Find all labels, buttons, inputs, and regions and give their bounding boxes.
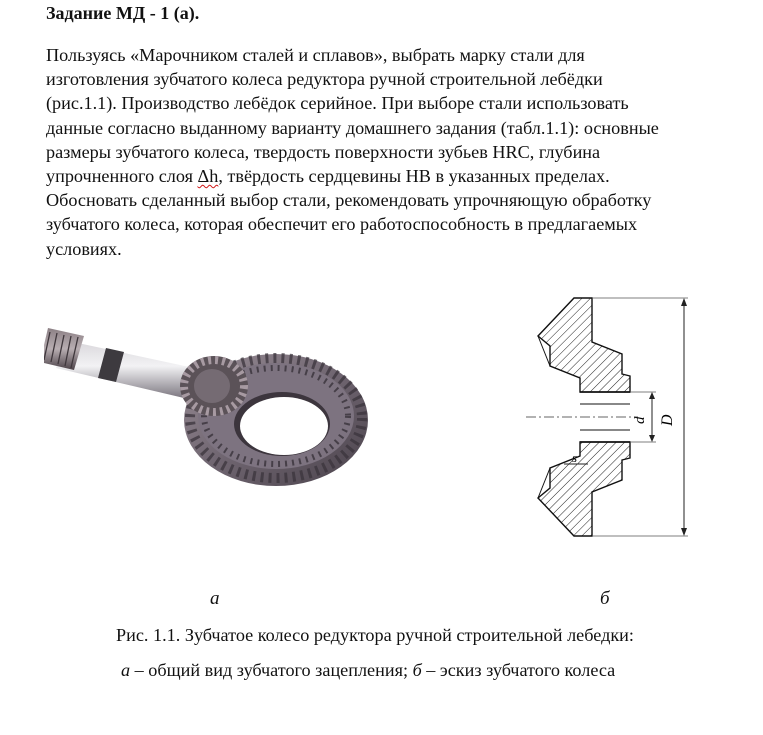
figure-label-a: а	[210, 588, 220, 609]
dimension-D-label: D	[659, 414, 676, 426]
text-line: зубчатого колеса, которая обеспечит его работоспособность в предлагаемых	[46, 214, 638, 235]
caption-letter-b: б	[412, 660, 422, 680]
gear-photo	[44, 300, 374, 500]
text-line: Обосновать сделанный выбор стали, рекомендовать упрочняющую обработку	[46, 190, 652, 211]
section-upper	[538, 298, 630, 392]
pinion-shaft	[44, 328, 194, 398]
text-line	[46, 164, 751, 188]
caption-text-a: – общий вид зубчатого зацепления;	[130, 660, 413, 680]
dimension-d-label: d	[632, 416, 648, 424]
pinion-gear	[180, 356, 248, 416]
task-title: Задание МД - 1 (а).	[46, 3, 200, 23]
dimension-s-label: s	[572, 450, 578, 465]
figure-caption-line2	[121, 660, 615, 681]
text-fragment: упрочненного слоя	[46, 166, 198, 187]
gear-sketch	[526, 286, 710, 548]
text-line: условиях.	[46, 238, 122, 259]
text-line: данные согласно выданному варианту домашнего задания (табл.1.1): основные	[46, 117, 659, 138]
text-line: Пользуясь «Марочником сталей и сплавов», выбрать марку стали для	[46, 45, 585, 65]
section-lower	[538, 442, 630, 536]
text-line: изготовления зубчатого колеса редуктора ручной строительной лебёдки	[46, 69, 603, 90]
spellcheck-word[interactable]: Δh	[197, 166, 219, 187]
text-line: размеры зубчатого колеса, твердость поверхности зубьев HRC, глубина	[46, 141, 601, 162]
text-line: (рис.1.1). Производство лебёдок серийное. При выборе стали использовать	[46, 93, 629, 114]
caption-letter-a: а	[121, 660, 131, 680]
figure-label-b: б	[600, 588, 610, 609]
caption-text-b: – эскиз зубчатого колеса	[421, 660, 616, 680]
task-description	[46, 43, 751, 261]
figure-caption-line1: Рис. 1.1. Зубчатое колесо редуктора ручной строительной лебедки:	[116, 625, 634, 645]
text-fragment: , твёрдость сердцевины НВ в указанных пределах.	[218, 166, 610, 187]
